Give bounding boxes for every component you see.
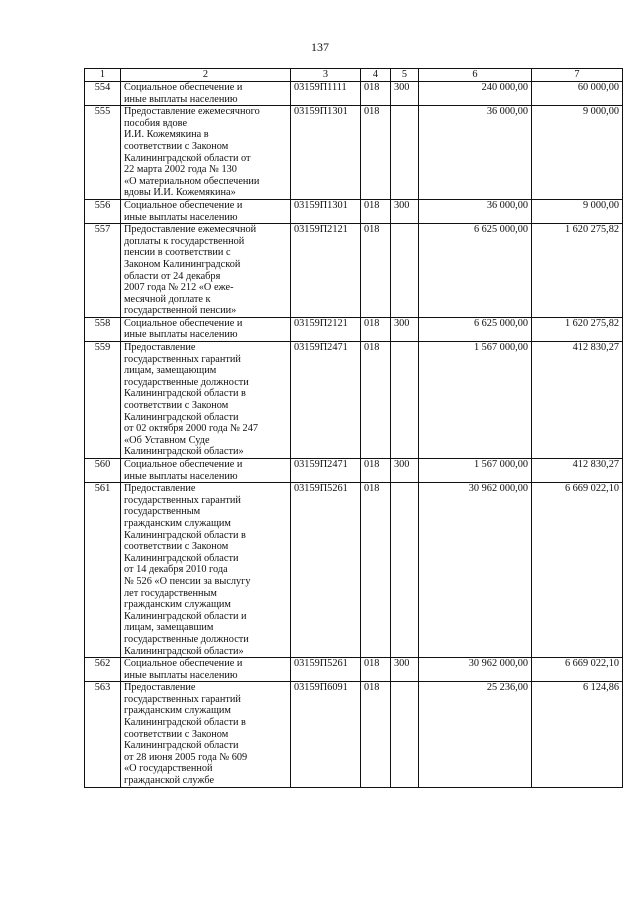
row-code: 03159П1301 [291, 199, 361, 223]
row-section: 018 [361, 82, 391, 106]
table-row [85, 317, 623, 341]
row-type: 300 [391, 459, 419, 483]
row-name: Предоставление ежемесячной доплаты к государственной пенсии в соответствии с Законом Калининградской области от 24 декабря 2007 года № 212 «О еже- месячной доплате к государственной пенсии» [121, 224, 291, 318]
row-amount-plan: 30 962 000,00 [419, 658, 532, 682]
row-type: 300 [391, 82, 419, 106]
header-cell: 3 [291, 69, 361, 82]
row-code: 03159П2121 [291, 317, 361, 341]
row-name: Социальное обеспечение и иные выплаты населению [121, 199, 291, 223]
table-row [85, 459, 623, 483]
row-name: Предоставление государственных гарантий государственным гражданским служащим Калининградской области в соответствии с Законом Калининградской области от 14 декабря 2010 года № 526 «О пенсии за выслугу лет государственным гражданским служащим Калининградской области и лицам, замещавшим государственные должности Калининградской области» [121, 483, 291, 658]
row-number: 556 [85, 199, 121, 223]
row-amount-actual: 6 669 022,10 [532, 483, 623, 658]
row-number: 562 [85, 658, 121, 682]
row-amount-actual: 1 620 275,82 [532, 224, 623, 318]
header-cell: 5 [391, 69, 419, 82]
row-type: 300 [391, 199, 419, 223]
table-row [85, 224, 623, 318]
row-type [391, 224, 419, 318]
row-amount-plan: 1 567 000,00 [419, 342, 532, 459]
row-code: 03159П1301 [291, 106, 361, 200]
row-section: 018 [361, 106, 391, 200]
budget-table [84, 68, 623, 788]
header-cell: 6 [419, 69, 532, 82]
row-name: Предоставление ежемесячного пособия вдове И.И. Кожемякина в соответствии с Законом Калининградской области от 22 марта 2002 года № 130 «О материальном обеспечении вдовы И.И. Кожемякина» [121, 106, 291, 200]
row-section: 018 [361, 459, 391, 483]
row-number: 554 [85, 82, 121, 106]
row-number: 559 [85, 342, 121, 459]
row-code: 03159П2471 [291, 342, 361, 459]
row-section: 018 [361, 317, 391, 341]
row-section: 018 [361, 658, 391, 682]
row-section: 018 [361, 224, 391, 318]
table-row [85, 658, 623, 682]
row-amount-plan: 30 962 000,00 [419, 483, 532, 658]
row-amount-plan: 6 625 000,00 [419, 224, 532, 318]
row-section: 018 [361, 342, 391, 459]
row-amount-actual: 412 830,27 [532, 459, 623, 483]
row-amount-plan: 25 236,00 [419, 682, 532, 787]
row-code: 03159П5261 [291, 658, 361, 682]
row-section: 018 [361, 199, 391, 223]
table-row [85, 199, 623, 223]
row-number: 558 [85, 317, 121, 341]
header-cell: 7 [532, 69, 623, 82]
row-amount-actual: 6 669 022,10 [532, 658, 623, 682]
row-section: 018 [361, 682, 391, 787]
row-amount-actual: 1 620 275,82 [532, 317, 623, 341]
row-code: 03159П6091 [291, 682, 361, 787]
row-name: Социальное обеспечение и иные выплаты населению [121, 317, 291, 341]
row-type [391, 106, 419, 200]
header-cell: 1 [85, 69, 121, 82]
table-row [85, 483, 623, 658]
row-amount-actual: 9 000,00 [532, 199, 623, 223]
row-number: 563 [85, 682, 121, 787]
header-cell: 4 [361, 69, 391, 82]
row-type: 300 [391, 658, 419, 682]
row-number: 560 [85, 459, 121, 483]
row-code: 03159П1111 [291, 82, 361, 106]
table-body [85, 82, 623, 788]
row-section: 018 [361, 483, 391, 658]
row-name: Социальное обеспечение и иные выплаты населению [121, 82, 291, 106]
row-amount-plan: 6 625 000,00 [419, 317, 532, 341]
row-name: Предоставление государственных гарантий гражданским служащим Калининградской области в соответствии с Законом Калининградской области от 28 июня 2005 года № 609 «О государственной гражданской службе [121, 682, 291, 787]
row-code: 03159П2471 [291, 459, 361, 483]
row-amount-plan: 1 567 000,00 [419, 459, 532, 483]
row-amount-plan: 36 000,00 [419, 106, 532, 200]
header-row [85, 69, 623, 82]
row-code: 03159П5261 [291, 483, 361, 658]
table-row [85, 82, 623, 106]
header-cell: 2 [121, 69, 291, 82]
row-number: 561 [85, 483, 121, 658]
row-code: 03159П2121 [291, 224, 361, 318]
row-type [391, 682, 419, 787]
row-name: Предоставление государственных гарантий лицам, замещающим государственные должности Калининградской области в соответствии с Законом Калининградской области от 02 октября 2000 года № 247 «Об Уставном Суде Калининградской области» [121, 342, 291, 459]
row-amount-actual: 6 124,86 [532, 682, 623, 787]
row-amount-actual: 412 830,27 [532, 342, 623, 459]
row-number: 557 [85, 224, 121, 318]
row-name: Социальное обеспечение и иные выплаты населению [121, 459, 291, 483]
row-amount-plan: 240 000,00 [419, 82, 532, 106]
row-amount-plan: 36 000,00 [419, 199, 532, 223]
row-name: Социальное обеспечение и иные выплаты населению [121, 658, 291, 682]
row-amount-actual: 9 000,00 [532, 106, 623, 200]
row-type [391, 483, 419, 658]
table-row [85, 106, 623, 200]
row-type: 300 [391, 317, 419, 341]
table-row [85, 342, 623, 459]
page-number: 137 [311, 40, 329, 54]
row-type [391, 342, 419, 459]
row-amount-actual: 60 000,00 [532, 82, 623, 106]
table-row [85, 682, 623, 787]
row-number: 555 [85, 106, 121, 200]
